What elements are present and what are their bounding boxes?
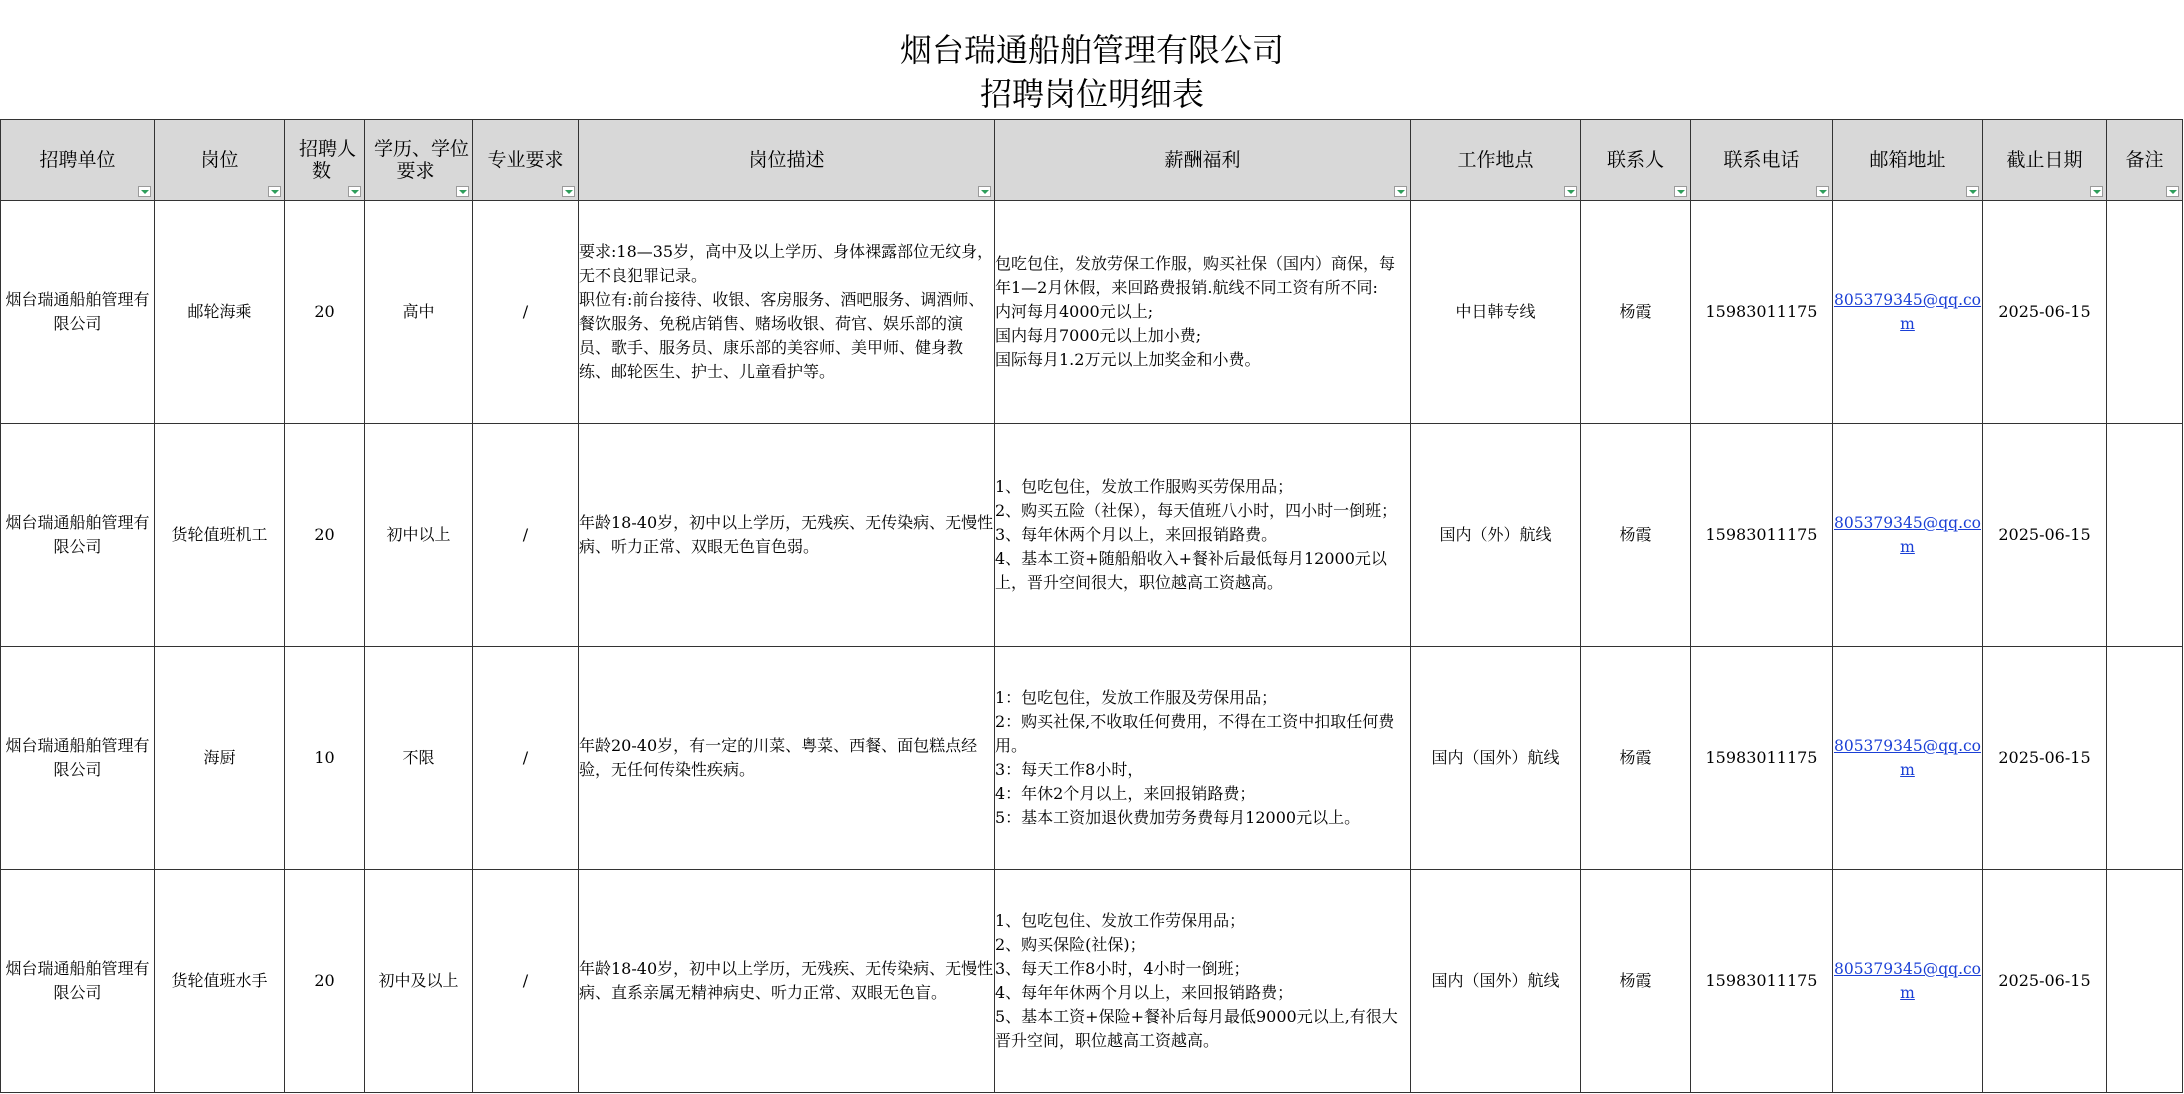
- header-cell: [1581, 120, 1691, 201]
- phone-cell[interactable]: 15983011175: [1691, 201, 1833, 424]
- header-cell: [365, 120, 473, 201]
- major-cell[interactable]: /: [473, 424, 579, 647]
- filter-dropdown-icon[interactable]: [138, 186, 151, 197]
- count-cell[interactable]: 20: [285, 870, 365, 1093]
- contact-cell[interactable]: 杨霞: [1581, 201, 1691, 424]
- header-label: 招聘人数: [298, 138, 356, 182]
- header-cell: [1411, 120, 1581, 201]
- location-cell[interactable]: 中日韩专线: [1411, 201, 1581, 424]
- position-cell[interactable]: 货轮值班水手: [155, 870, 285, 1093]
- position-cell[interactable]: 海厨: [155, 647, 285, 870]
- table-row: [1, 647, 2183, 870]
- email-link[interactable]: 805379345@qq.com: [1833, 737, 1982, 779]
- filter-dropdown-icon[interactable]: [1394, 186, 1407, 197]
- description-cell[interactable]: 年龄20-40岁，有一定的川菜、粤菜、西餐、面包糕点经验，无任何传染性疾病。: [579, 647, 995, 870]
- contact-cell[interactable]: 杨霞: [1581, 870, 1691, 1093]
- filter-dropdown-icon[interactable]: [562, 186, 575, 197]
- major-cell[interactable]: /: [473, 201, 579, 424]
- filter-dropdown-icon[interactable]: [268, 186, 281, 197]
- header-cell: [995, 120, 1411, 201]
- remark-cell[interactable]: [2107, 424, 2183, 647]
- email-cell[interactable]: [1833, 201, 1983, 424]
- count-cell[interactable]: 20: [285, 201, 365, 424]
- position-cell[interactable]: 货轮值班机工: [155, 424, 285, 647]
- description-cell[interactable]: 要求:18—35岁，高中及以上学历、身体裸露部位无纹身，无不良犯罪记录。 职位有:前台接待、收银、客房服务、酒吧服务、调酒师、餐饮服务、免税店销售、赌场收银、荷官、娱乐部的演员、歌手、服务员、康乐部的美容师、美甲师、健身教练、邮轮医生、护士、儿童看护等。: [579, 201, 995, 424]
- benefits-cell[interactable]: 1、包吃包住、发放工作劳保用品； 2、购买保险(社保)； 3、每天工作8小时，4小时一倒班； 4、每年年休两个月以上，来回报销路费； 5、基本工资+保险+餐补后每月最低9000元以上,有很大晋升空间，职位越高工资越高。: [995, 870, 1411, 1093]
- unit-cell[interactable]: 烟台瑞通船舶管理有限公司: [1, 201, 155, 424]
- sheet-subtitle: 招聘岗位明细表: [979, 75, 1204, 113]
- major-cell[interactable]: /: [473, 647, 579, 870]
- header-label: 截止日期: [2006, 149, 2083, 171]
- recruitment-table: [0, 119, 2183, 1093]
- header-label: 岗位描述: [748, 149, 825, 171]
- header-cell: [1833, 120, 1983, 201]
- header-label: 联系人: [1606, 149, 1664, 171]
- email-cell[interactable]: [1833, 647, 1983, 870]
- header-cell: [1983, 120, 2107, 201]
- email-link[interactable]: 805379345@qq.com: [1833, 291, 1982, 333]
- header-row: [1, 120, 2183, 201]
- unit-cell[interactable]: 烟台瑞通船舶管理有限公司: [1, 424, 155, 647]
- header-label: 邮箱地址: [1869, 149, 1946, 171]
- location-cell[interactable]: 国内（外）航线: [1411, 424, 1581, 647]
- filter-dropdown-icon[interactable]: [1966, 186, 1979, 197]
- contact-cell[interactable]: 杨霞: [1581, 647, 1691, 870]
- table-row: [1, 424, 2183, 647]
- filter-dropdown-icon[interactable]: [1564, 186, 1577, 197]
- header-label: 工作地点: [1457, 149, 1534, 171]
- location-cell[interactable]: 国内（国外）航线: [1411, 647, 1581, 870]
- header-cell: [473, 120, 579, 201]
- position-cell[interactable]: 邮轮海乘: [155, 201, 285, 424]
- email-cell[interactable]: [1833, 870, 1983, 1093]
- filter-dropdown-icon[interactable]: [978, 186, 991, 197]
- filter-dropdown-icon[interactable]: [2090, 186, 2103, 197]
- contact-cell[interactable]: 杨霞: [1581, 424, 1691, 647]
- major-cell[interactable]: /: [473, 870, 579, 1093]
- table-row: [1, 870, 2183, 1093]
- phone-cell[interactable]: 15983011175: [1691, 647, 1833, 870]
- unit-cell[interactable]: 烟台瑞通船舶管理有限公司: [1, 647, 155, 870]
- header-cell: [155, 120, 285, 201]
- filter-dropdown-icon[interactable]: [456, 186, 469, 197]
- education-cell[interactable]: 高中: [365, 201, 473, 424]
- benefits-cell[interactable]: 1：包吃包住，发放工作服及劳保用品； 2：购买社保,不收取任何费用，不得在工资中扣取任何费用。 3：每天工作8小时， 4：年休2个月以上，来回报销路费； 5：基本工资加退伙费加劳务费每月12000元以上。: [995, 647, 1411, 870]
- count-cell[interactable]: 10: [285, 647, 365, 870]
- email-link[interactable]: 805379345@qq.com: [1833, 514, 1982, 556]
- unit-cell[interactable]: 烟台瑞通船舶管理有限公司: [1, 870, 155, 1093]
- header-cell: [2107, 120, 2183, 201]
- deadline-cell[interactable]: 2025-06-15: [1983, 647, 2107, 870]
- header-label: 备注: [2125, 149, 2164, 171]
- email-cell[interactable]: [1833, 424, 1983, 647]
- deadline-cell[interactable]: 2025-06-15: [1983, 201, 2107, 424]
- remark-cell[interactable]: [2107, 647, 2183, 870]
- header-label: 学历、学位要求: [373, 138, 469, 182]
- phone-cell[interactable]: 15983011175: [1691, 424, 1833, 647]
- remark-cell[interactable]: [2107, 870, 2183, 1093]
- filter-dropdown-icon[interactable]: [2166, 186, 2179, 197]
- location-cell[interactable]: 国内（国外）航线: [1411, 870, 1581, 1093]
- benefits-cell[interactable]: 1、包吃包住，发放工作服购买劳保用品； 2、购买五险（社保），每天值班八小时，四小时一倒班； 3、每年休两个月以上，来回报销路费。 4、基本工资+随船船收入+餐补后最低每月12000元以上，晋升空间很大，职位越高工资越高。: [995, 424, 1411, 647]
- header-cell: [1691, 120, 1833, 201]
- education-cell[interactable]: 不限: [365, 647, 473, 870]
- remark-cell[interactable]: [2107, 201, 2183, 424]
- filter-dropdown-icon[interactable]: [1674, 186, 1687, 197]
- header-label: 联系电话: [1723, 149, 1800, 171]
- header-label: 专业要求: [487, 149, 564, 171]
- email-link[interactable]: 805379345@qq.com: [1833, 960, 1982, 1002]
- header-label: 岗位: [200, 149, 239, 171]
- description-cell[interactable]: 年龄18-40岁，初中以上学历，无残疾、无传染病、无慢性病、听力正常、双眼无色盲色弱。: [579, 424, 995, 647]
- description-cell[interactable]: 年龄18-40岁，初中以上学历，无残疾、无传染病、无慢性病、直系亲属无精神病史、听力正常、双眼无色盲。: [579, 870, 995, 1093]
- title-block: [0, 28, 2184, 116]
- phone-cell[interactable]: 15983011175: [1691, 870, 1833, 1093]
- company-title: 烟台瑞通船舶管理有限公司: [899, 31, 1284, 69]
- header-cell: [285, 120, 365, 201]
- header-label: 薪酬福利: [1164, 149, 1241, 171]
- table-row: [1, 201, 2183, 424]
- education-cell[interactable]: 初中及以上: [365, 870, 473, 1093]
- header-cell: [579, 120, 995, 201]
- benefits-cell[interactable]: 包吃包住，发放劳保工作服，购买社保（国内）商保，每年1—2月休假，来回路费报销.航线不同工资有所不同: 内河每月4000元以上; 国内每月7000元以上加小费; 国际每月1.2万元以上加奖金和小费。: [995, 201, 1411, 424]
- education-cell[interactable]: 初中以上: [365, 424, 473, 647]
- count-cell[interactable]: 20: [285, 424, 365, 647]
- header-label: 招聘单位: [39, 149, 116, 171]
- filter-dropdown-icon[interactable]: [1816, 186, 1829, 197]
- header-cell: [1, 120, 155, 201]
- deadline-cell[interactable]: 2025-06-15: [1983, 870, 2107, 1093]
- deadline-cell[interactable]: 2025-06-15: [1983, 424, 2107, 647]
- filter-dropdown-icon[interactable]: [348, 186, 361, 197]
